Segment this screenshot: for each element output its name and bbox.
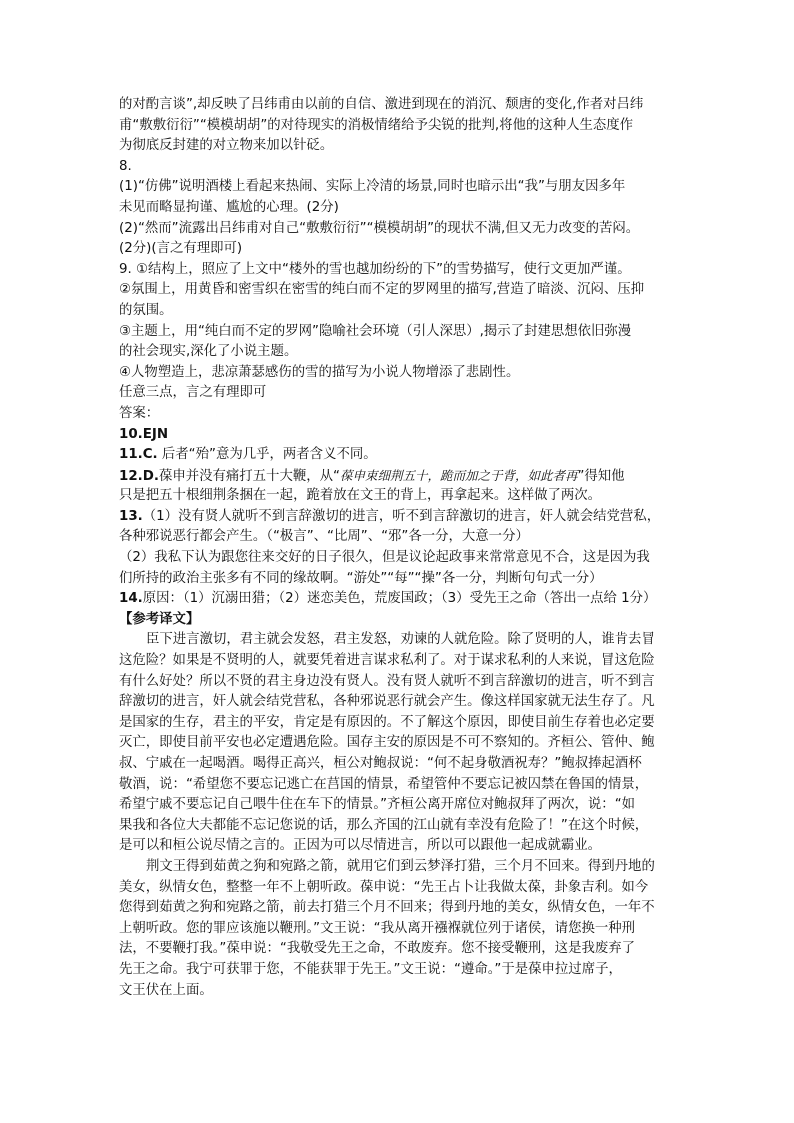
text-line: ②氛围上，用黄昏和密雪织在密雪的纯白而不定的罗网里的描写,营造了暗淡、沉闷、压抑: [119, 282, 645, 298]
text-line: 这危险？如果是不贤明的人，就要凭着进言谋求私利了。对于谋求私利的人来说，冒这危险: [119, 653, 655, 669]
text-line: 是国家的生存，君主的平安，肯定是有原因的。不了解这个原因，即使目前生存着也必定要: [119, 714, 655, 730]
text-line: 果我和各位大夫都能不忘记您说的话，那么齐国的江山就有幸没有危险了！”在这个时候，: [119, 817, 649, 833]
text-line: 们所持的政治主张多有不同的缘故啊。“游处”“每”“操”各一分，判断句句式一分）: [119, 570, 603, 586]
text-line: 【参考译文】: [119, 611, 200, 627]
text-line: 的对酌言谈”,却反映了吕纬甫由以前的自信、激进到现在的消沉、颓唐的变化,作者对吕纬: [119, 97, 644, 112]
text-line: (1)“仿佛”说明酒楼上看起来热闹、实际上冷清的场景,同时也暗示出“我”与朋友因多年: [119, 179, 626, 195]
text-line: 10.EJN: [119, 426, 169, 442]
text-line: 未见而略显拘谨、尴尬的心理。(2分): [119, 199, 339, 215]
text-line: (2)“然而”流露出吕纬甫对自己“敷敷衍衍”“模模胡胡”的现状不满,但又无力改变的苦闷。: [119, 220, 640, 236]
text-line: 荆文王得到茹黄之狗和宛路之箭，就用它们到云梦泽打猎，三个月不回来。得到丹地的: [146, 858, 655, 874]
text-line: 只是把五十根细荆条捆在一起，跪着放在文王的背上，再拿起来。这样做了两次。: [119, 488, 602, 504]
text-line: （2）我私下认为跟您往来交好的日子很久，但是议论起政事来常常意见不合，这是因为我: [119, 550, 650, 566]
document-body: [119, 95, 679, 1001]
text-line: 先王之命。我宁可获罪于您，不能获罪于先王。”文王说：“遵命。”于是葆申拉过席子，: [119, 961, 622, 977]
text-line: ④人物塑造上，悲凉萧瑟感伤的雪的描写为小说人物增添了悲剧性。: [119, 364, 520, 380]
text-line: 是可以和桓公说尽情之言的。正因为可以尽情进言，所以可以跟他一起成就霸业。: [119, 838, 602, 854]
text-line: 任意三点，言之有理即可: [119, 385, 267, 401]
text-line: 法，不要鞭打我。”葆申说：“我敬受先王之命，不敢废弃。您不接受鞭刑，这是我废弃了: [119, 941, 636, 957]
text-line: 叔、宁戚在一起喝酒。喝得正高兴，桓公对鲍叔说：“何不起身敬酒祝寿？”鲍叔捧起酒杯: [119, 756, 642, 771]
text-line: 为彻底反封建的对立物来加以针砭。: [119, 138, 334, 154]
text-line: 11.C. 后者“殆”意为几乎，两者含义不同。: [119, 447, 377, 463]
text-line: 敬酒，说：“希望您不要忘记逃亡在莒国的情景，希望管仲不要忘记被囚禁在鲁国的情景，: [119, 776, 649, 792]
text-line: 甫“敷敷衍衍”“模模胡胡”的对待现实的消极情绪给予尖锐的批判,将他的这种人生态度作: [119, 117, 634, 133]
text-line: 9. ①结构上，照应了上文中“楼外的雪也越加纷纷的下”的雪势描写，使行文更加严谨。: [119, 261, 631, 277]
text-line: 14.原因：（1）沉溺田猎；（2）迷恋美色，荒废国政；（3）受先王之命（答出一点给 1分）: [119, 591, 657, 607]
text-line: ③主题上，用“纯白而不定的罗网”隐喻社会环境（引人深思）,揭示了封建思想依旧弥漫: [119, 323, 632, 339]
text-line: 美女，纵情女色，整整一年不上朝听政。葆申说：“先王占卜让我做太葆，卦象吉利。如今: [119, 879, 649, 895]
text-line: 文王伏在上面。: [119, 982, 213, 998]
text-line: 13.（1）没有贤人就听不到言辞激切的进言，听不到言辞激切的进言，奸人就会结党营私，: [119, 508, 661, 524]
text-line: 上朝听政。您的罪应该施以鞭刑。”文王说：“我从离开襁褓就位列于诸侯，请您换一种刑: [119, 920, 636, 936]
text-line: (2分)(言之有理即可): [119, 241, 243, 257]
text-line: 的社会现实,深化了小说主题。: [119, 344, 298, 360]
text-line: 有什么好处？所以不贤的君主身边没有贤人。没有贤人就听不到言辞激切的进言，听不到言: [119, 673, 655, 689]
text-line: 您得到茹黄之狗和宛路之箭，前去打猎三个月不回来；得到丹地的美女，纵情女色，一年不: [119, 900, 655, 916]
text-line: 臣下进言激切，君主就会发怒，君主发怒，劝谏的人就危险。除了贤明的人，谁肯去冒: [146, 632, 655, 648]
text-line: 辞激切的进言，奸人就会结党营私，各种邪说恶行就会产生。像这样国家就无法生存了。凡: [119, 694, 655, 710]
text-line: 12.D.葆申并没有痛打五十大鞭，从“葆申束细荆五十，跪而加之于背，如此者再”得知他: [119, 467, 625, 484]
text-line: 各种邪说恶行都会产生。（“极言”、“比周”、“邪”各一分，大意一分）: [119, 529, 529, 545]
classical-quote: 葆申束细荆五十，跪而加之于背，如此者再: [339, 467, 578, 483]
text-line: 8.: [119, 158, 132, 174]
text-line: 灭亡，即使目前平安也必定遭遇危险。国存主安的原因是不可不察知的。齐桓公、管仲、鲍: [119, 735, 655, 751]
text-line: 的氛围。: [119, 302, 173, 318]
text-line: 答案：: [119, 405, 160, 421]
text-line: 希望宁戚不要忘记自己喂牛住在车下的情景。”齐桓公离开席位对鲍叔拜了两次，说：“如: [119, 797, 636, 813]
